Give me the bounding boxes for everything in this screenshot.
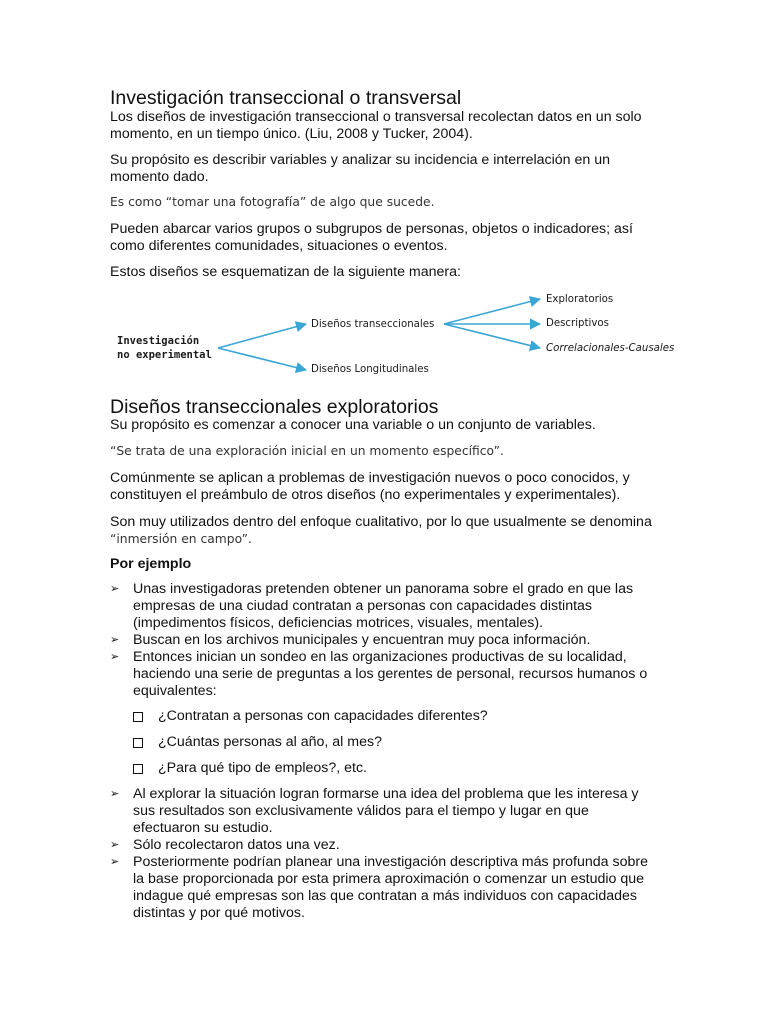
arrow-to-correlacionales <box>444 324 540 348</box>
question-checklist <box>133 708 633 786</box>
text-line: Al explorar la situación logran formarse una idea del problema que les interesa y <box>133 786 639 802</box>
text-line: efectuaron su estudio. <box>133 820 273 836</box>
text-line: momento dado. <box>110 169 209 185</box>
section2-quote: “Se trata de una exploración inicial en un momento específico”. <box>110 444 504 458</box>
text-line: Pueden abarcar varios grupos o subgrupos de personas, objetos o indicadores; así <box>110 221 633 237</box>
text-line: Buscan en los archivos municipales y encuentran muy poca información. <box>133 632 591 648</box>
text-line: Los diseños de investigación transeccional o transversal recolectan datos en un solo <box>110 109 642 125</box>
section1-paragraph1 <box>110 109 655 143</box>
text-line: Investigación <box>117 335 200 347</box>
checkbox-square-icon <box>133 738 143 748</box>
bullet-list-b <box>110 786 670 922</box>
text-line: no experimental <box>117 349 212 361</box>
text-line: haciendo una serie de preguntas a los gerentes de personal, recursos humanos o <box>133 666 648 682</box>
list-item <box>133 760 633 786</box>
text-line: Posteriormente podrían planear una investigación descriptiva más profunda sobre <box>133 854 648 870</box>
text-line: Sólo recolectaron datos una vez. <box>133 837 340 853</box>
list-item <box>133 708 633 734</box>
bullet-list-a <box>110 581 670 700</box>
arrow-to-exploratorios <box>444 299 540 324</box>
text-line: indague qué empresas son las que contratan a más individuos con capacidades <box>133 888 637 904</box>
list-item <box>133 734 633 760</box>
question-text: ¿Para qué tipo de empleos?, etc. <box>158 760 367 776</box>
example-heading: Por ejemplo <box>110 556 192 572</box>
diagram-branch-transeccionales: Diseños transeccionales <box>311 319 435 330</box>
section1-title: Investigación transeccional o transversal <box>110 87 462 109</box>
checkbox-square-icon <box>133 764 143 774</box>
list-item <box>110 581 670 632</box>
list-item <box>110 854 670 922</box>
arrow-bullet-icon: ➢ <box>110 634 120 646</box>
text-line: sus resultados son exclusivamente válidos para el tiempo y lugar en que <box>133 803 589 819</box>
list-item <box>110 786 670 837</box>
text-line: Su propósito es describir variables y analizar su incidencia e interrelación en un <box>110 152 610 168</box>
section1-paragraph3 <box>110 221 655 255</box>
text-line: equivalentes: <box>133 683 217 699</box>
text-line: como diferentes comunidades, situaciones o eventos. <box>110 238 448 254</box>
diagram-root-label <box>117 334 212 362</box>
section2-paragraph2 <box>110 470 655 504</box>
section2-paragraph3 <box>110 514 655 548</box>
diagram-leaf-exploratorios: Exploratorios <box>546 294 614 305</box>
text-line: la base proporcionada por esta primera aproximación o comenzar un estudio que <box>133 871 645 887</box>
section1-quote: Es como “tomar una fotografía” de algo que sucede. <box>110 195 435 209</box>
diagram-leaf-descriptivos: Descriptivos <box>546 318 609 329</box>
list-item <box>110 632 670 649</box>
text-line: Comúnmente se aplican a problemas de investigación nuevos o poco conocidos, y <box>110 470 630 486</box>
text-line: Unas investigadoras pretenden obtener un panorama sobre el grado en que las <box>133 581 634 597</box>
section2-paragraph1: Su propósito es comenzar a conocer una variable o un conjunto de variables. <box>110 417 596 433</box>
text-line: distintas y por qué motivos. <box>133 905 305 921</box>
arrow-bullet-icon: ➢ <box>110 856 120 868</box>
text-line: momento, en un tiempo único. (Liu, 2008 y Tucker, 2004). <box>110 126 473 142</box>
text-line: “inmersión en campo”. <box>110 532 252 546</box>
section1-paragraph4: Estos diseños se esquematizan de la siguiente manera: <box>110 264 461 280</box>
arrow-bullet-icon: ➢ <box>110 583 120 595</box>
arrow-bullet-icon: ➢ <box>110 839 120 851</box>
question-text: ¿Contratan a personas con capacidades diferentes? <box>158 708 488 724</box>
text-line: Entonces inician un sondeo en las organizaciones productivas de su localidad, <box>133 649 627 665</box>
section1-paragraph2 <box>110 152 655 186</box>
arrow-bullet-icon: ➢ <box>110 651 120 663</box>
text-line: (impedimentos físicos, deficiencias motrices, visuales, mentales). <box>133 615 544 631</box>
diagram-branch-longitudinales: Diseños Longitudinales <box>311 364 429 375</box>
text-line: Son muy utilizados dentro del enfoque cualitativo, por lo que usualmente se denomina <box>110 514 652 530</box>
text-line: empresas de una ciudad contratan a personas con capacidades distintas <box>133 598 593 614</box>
arrow-to-longitudinales <box>218 348 306 370</box>
list-item <box>110 837 670 854</box>
section2-title: Diseños transeccionales exploratorios <box>110 396 439 418</box>
question-text: ¿Cuántas personas al año, al mes? <box>158 734 382 750</box>
arrow-to-transeccionales <box>218 324 306 348</box>
text-line: constituyen el preámbulo de otros diseños (no experimentales y experimentales). <box>110 487 621 503</box>
arrow-bullet-icon: ➢ <box>110 788 120 800</box>
diagram-leaf-correlacionales: Correlacionales-Causales <box>546 343 675 354</box>
checkbox-square-icon <box>133 712 143 722</box>
diagram-arrows <box>218 299 540 370</box>
list-item <box>110 649 670 700</box>
